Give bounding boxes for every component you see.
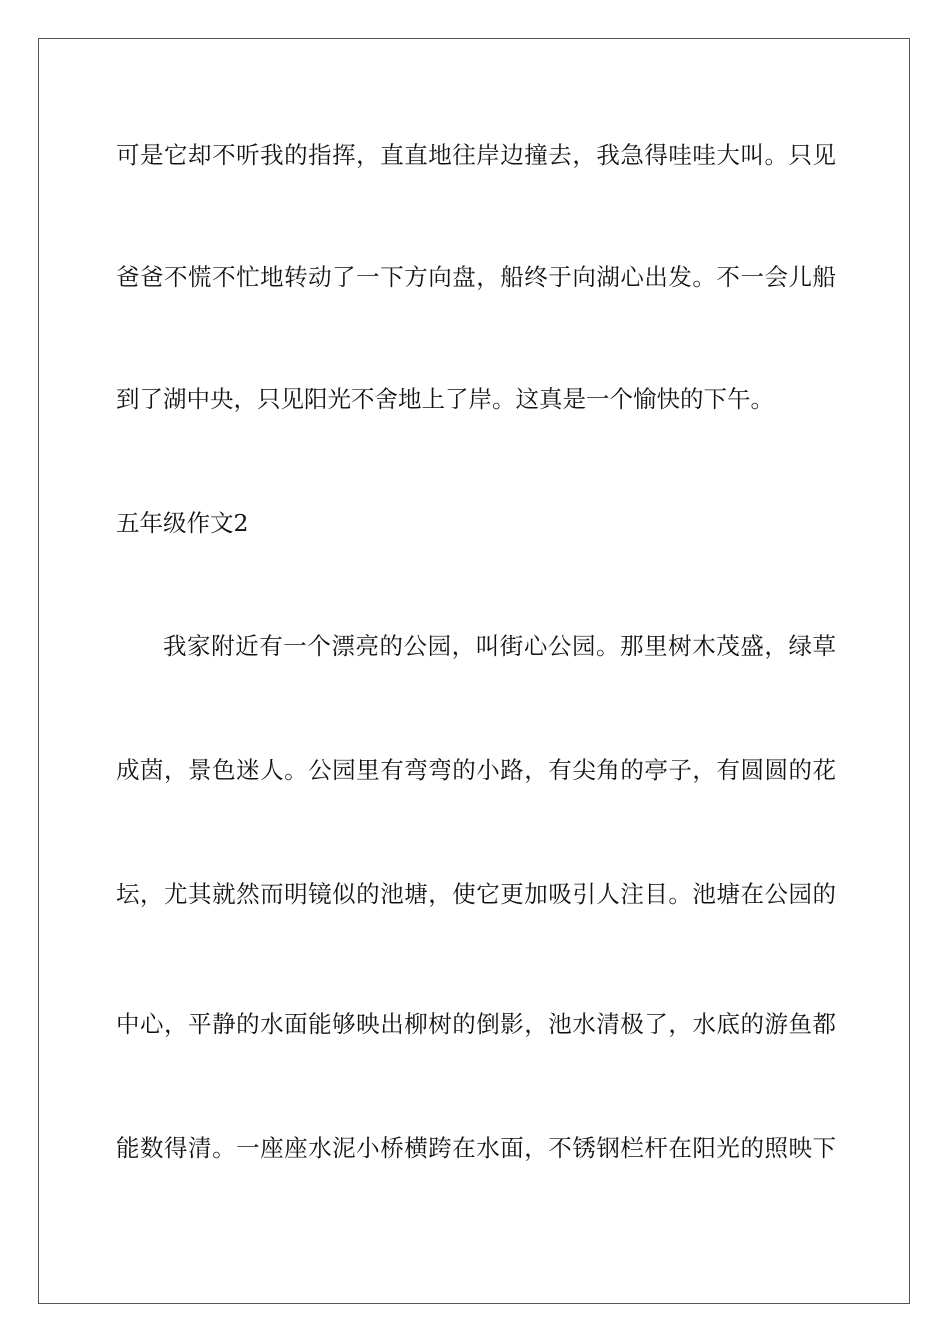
text-line: 坛，尤其就然而明镜似的池塘，使它更加吸引人注目。池塘在公园的 xyxy=(116,880,836,908)
text-line: 我家附近有一个漂亮的公园，叫街心公园。那里树木茂盛，绿草 xyxy=(163,632,836,660)
text-line: 到了湖中央，只见阳光不舍地上了岸。这真是一个愉快的下午。 xyxy=(116,385,774,413)
text-line: 可是它却不听我的指挥，直直地往岸边撞去，我急得哇哇大叫。只见 xyxy=(116,141,836,169)
page-border xyxy=(38,38,910,1304)
text-line: 能数得清。一座座水泥小桥横跨在水面，不锈钢栏杆在阳光的照映下 xyxy=(116,1134,836,1162)
text-line: 爸爸不慌不忙地转动了一下方向盘，船终于向湖心出发。不一会儿船 xyxy=(116,263,836,291)
section-heading: 五年级作文2 xyxy=(116,509,249,537)
text-line: 成茵，景色迷人。公园里有弯弯的小路，有尖角的亭子，有圆圆的花 xyxy=(116,756,836,784)
text-line: 中心，平静的水面能够映出柳树的倒影，池水清极了，水底的游鱼都 xyxy=(116,1010,836,1038)
